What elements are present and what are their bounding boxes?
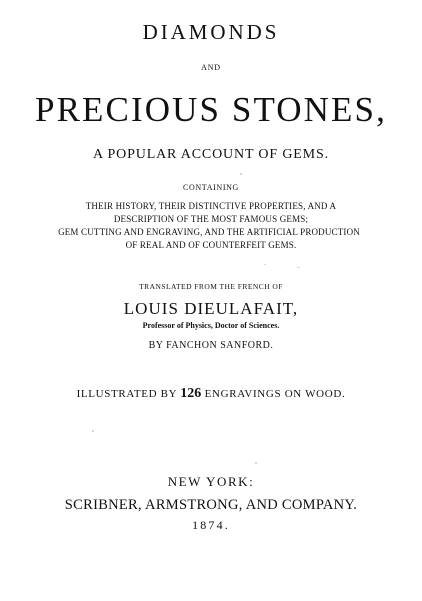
title-conjunction-and: AND	[201, 63, 221, 72]
translated-from-label: TRANSLATED FROM THE FRENCH OF	[139, 282, 283, 291]
illustrations-note	[0, 387, 422, 401]
paper-speck	[264, 264, 266, 265]
illustrations-note-suffix: ENGRAVINGS ON WOOD.	[201, 388, 346, 400]
publication-place: NEW YORK:	[167, 474, 255, 489]
illustrations-note-prefix: ILLUSTRATED BY	[76, 388, 181, 400]
containing-label: CONTAINING	[183, 183, 239, 192]
title-line-diamonds: DIAMONDS	[142, 20, 280, 44]
author-credentials: Professor of Physics, Doctor of Sciences.	[142, 321, 280, 330]
author-name: LOUIS DIEULAFAIT,	[123, 299, 299, 318]
engraving-count: 126	[180, 386, 202, 401]
subtitle: A POPULAR ACCOUNT OF GEMS.	[93, 147, 329, 162]
description-line: GEM CUTTING AND ENGRAVING, AND THE ARTIFICIAL PRODUCTION	[58, 227, 360, 237]
publication-year: 1874.	[192, 518, 230, 532]
publisher-name: SCRIBNER, ARMSTRONG, AND COMPANY.	[64, 497, 358, 513]
paper-speck	[240, 173, 242, 175]
title-line-precious-stones: PRECIOUS STONES,	[35, 90, 387, 129]
description-line: THEIR HISTORY, THEIR DISTINCTIVE PROPERTIES, AND A	[85, 201, 337, 211]
paper-speck	[297, 267, 300, 268]
description-line: OF REAL AND OF COUNTERFEIT GEMS.	[125, 240, 297, 250]
description-line: DESCRIPTION OF THE MOST FAMOUS GEMS;	[113, 214, 309, 224]
paper-speck	[92, 430, 94, 432]
paper-speck	[255, 462, 257, 464]
translator-credit: BY FANCHON SANFORD.	[148, 340, 274, 351]
